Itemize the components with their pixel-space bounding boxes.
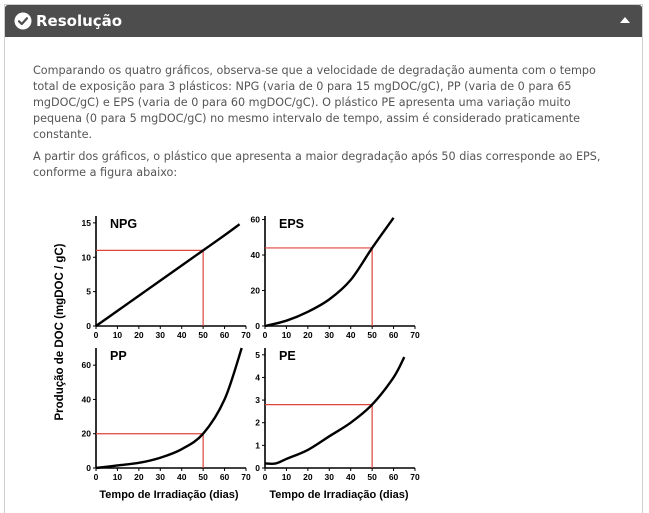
eps-x-tick-label: 20 xyxy=(303,330,313,340)
y-axis-label: Produção de DOC (mgDOC / gC) xyxy=(54,243,66,421)
pp-x-tick-label: 10 xyxy=(112,472,123,482)
eps-x-tick-label: 10 xyxy=(281,330,292,340)
degradation-charts xyxy=(53,200,425,505)
npg-x-tick-label: 10 xyxy=(112,330,123,340)
npg-y-tick-label: 5 xyxy=(86,286,91,297)
eps-curve xyxy=(265,218,394,326)
pe-y-tick-label: 5 xyxy=(255,349,260,360)
eps-y-tick-label: 0 xyxy=(255,321,260,331)
eps-y-tick-label: 60 xyxy=(250,214,260,225)
pe-x-tick-label: 0 xyxy=(262,472,268,482)
eps-x-tick-label: 70 xyxy=(410,330,420,340)
npg-x-tick-label: 50 xyxy=(198,330,208,340)
degradation-figure xyxy=(53,200,425,505)
x-axis-label-left: Tempo de Irradiação (dias) xyxy=(99,489,239,501)
pp-y-tick-label: 20 xyxy=(81,428,91,439)
npg-x-tick-label: 70 xyxy=(241,330,251,340)
pe-x-tick-label: 20 xyxy=(303,472,313,482)
npg-x-tick-label: 0 xyxy=(93,330,99,340)
pp-y-tick-label: 60 xyxy=(81,360,91,371)
eps-x-tick-label: 60 xyxy=(388,330,399,340)
eps-x-tick-label: 50 xyxy=(367,330,377,340)
panel-header[interactable] xyxy=(5,5,642,37)
npg-x-tick-label: 60 xyxy=(219,330,230,340)
pe-y-tick-label: 4 xyxy=(255,372,260,383)
pe-x-tick-label: 40 xyxy=(345,472,356,482)
eps-x-tick-label: 0 xyxy=(262,330,268,340)
eps-y-tick-label: 40 xyxy=(250,250,260,261)
paragraph-1: Comparando os quatro gráficos, observa-se que a velocidade de degradação aumenta com o tempo total de exposição para 3 plásticos: NPG (varia de 0 para 15 mgDOC/gC), PP (varia de 0 para 65 mgDOC/gC) e EPS (varia de 0 para 60 mgDOC/gC). O plástico PE apresenta uma variação muito pequena (0 para 5 mgDOC/gC) no mesmo intervalo de tempo, assim é considerado praticamente constante. xyxy=(33,64,596,141)
pp-x-tick-label: 30 xyxy=(155,472,166,482)
pe-chart-title: PE xyxy=(279,349,296,363)
pp-x-tick-label: 60 xyxy=(219,472,230,482)
pp-x-tick-label: 20 xyxy=(134,472,144,482)
pe-y-tick-label: 2 xyxy=(255,417,260,428)
eps-chart-title: EPS xyxy=(279,217,305,231)
pe-curve xyxy=(265,357,404,464)
collapse-button[interactable] xyxy=(608,5,642,37)
npg-curve xyxy=(96,224,240,326)
pe-x-tick-label: 30 xyxy=(324,472,335,482)
pe-x-tick-label: 60 xyxy=(388,472,399,482)
pp-x-tick-label: 40 xyxy=(176,472,187,482)
eps-x-tick-label: 30 xyxy=(324,330,335,340)
resolution-text xyxy=(33,63,617,187)
pp-y-tick-label: 40 xyxy=(81,394,91,405)
pp-curve xyxy=(96,348,242,468)
npg-y-tick-label: 0 xyxy=(86,321,91,331)
x-axis-label-right: Tempo de Irradiação (dias) xyxy=(269,489,409,501)
pe-x-tick-label: 70 xyxy=(410,472,420,482)
pp-x-tick-label: 50 xyxy=(198,472,208,482)
caret-up-icon xyxy=(620,17,630,23)
pe-x-tick-label: 10 xyxy=(281,472,292,482)
npg-y-tick-label: 15 xyxy=(81,217,91,228)
pp-chart-title: PP xyxy=(110,349,127,363)
npg-chart-title: NPG xyxy=(110,217,138,231)
pe-y-tick-label: 0 xyxy=(255,463,260,473)
npg-x-tick-label: 40 xyxy=(176,330,187,340)
npg-x-tick-label: 20 xyxy=(134,330,144,340)
resolution-panel xyxy=(4,4,643,513)
pe-y-tick-label: 3 xyxy=(255,395,260,406)
eps-x-tick-label: 40 xyxy=(345,330,356,340)
paragraph-2: A partir dos gráficos, o plástico que apresenta a maior degradação após 50 dias corresponde ao EPS, conforme a figura abaixo: xyxy=(33,150,601,179)
pe-y-tick-label: 1 xyxy=(255,440,260,451)
pp-x-tick-label: 0 xyxy=(93,472,99,482)
panel-title: Resolução xyxy=(36,12,123,30)
npg-x-tick-label: 30 xyxy=(155,330,166,340)
npg-y-tick-label: 10 xyxy=(81,252,91,263)
pp-y-tick-label: 0 xyxy=(86,463,91,473)
check-circle-icon xyxy=(14,12,32,30)
pe-x-tick-label: 50 xyxy=(367,472,377,482)
pp-x-tick-label: 70 xyxy=(241,472,251,482)
eps-y-tick-label: 20 xyxy=(250,285,260,296)
